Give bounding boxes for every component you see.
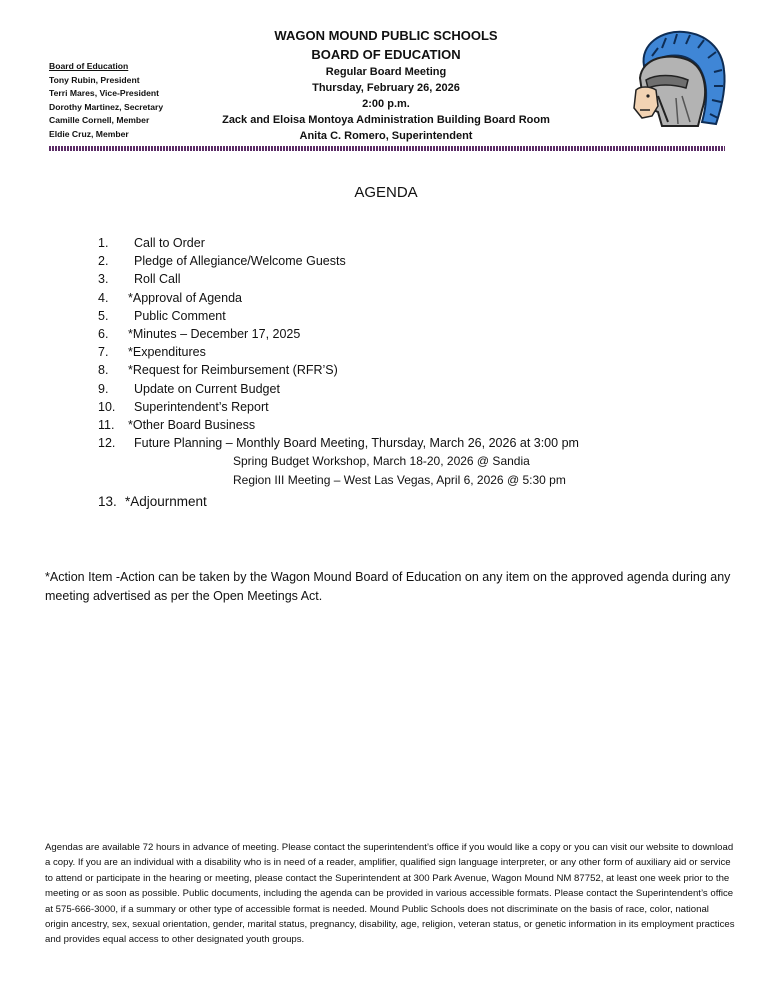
meeting-type: Regular Board Meeting [325,66,447,78]
document-header [170,26,602,144]
trojan-helmet-icon [622,26,728,136]
board-member: Dorothy Martinez, Secretary [49,101,164,112]
superintendent: Anita C. Romero, Superintendent [299,130,473,142]
board-member: Eldie Cruz, Member [49,128,129,139]
meeting-time: 2:00 p.m. [362,98,410,110]
header-divider [49,146,725,151]
board-name: BOARD OF EDUCATION [311,47,461,62]
meeting-date: Thursday, February 26, 2026 [312,82,460,94]
accessibility-footer: Agendas are available 72 hours in advance of meeting. Please contact the superintendent’s office if you would like a copy or you can visit our website to download a copy. If you are an individual with a disability who is in need of a reader, amplifier, qualified sign language interpreter, or any other form of auxiliary aid or service to attend or participate in the hearing or meeting, please contact the Superintendent at 300 Park Avenue, Wagon Mound NM 87752, at least one week prior to the meeting or as soon as possible. Public documents, including the agenda can be provided in various accessible formats. Please contact the Superintendent’s office at 575-666-3000, if a summary or other type of accessible format is needed. Mound Public Schools does not discriminate on the basis of race, color, national origin ancestry, sex, sexual orientation, gender, marital status, pregnancy, disability, age, religion, veteran status, or genetic information in its employment practices and provides equal access to other designated youth groups. [45,842,735,946]
org-name: WAGON MOUND PUBLIC SCHOOLS [274,28,498,43]
board-heading: Board of Education [49,61,129,71]
board-member: Tony Rubin, President [49,74,140,85]
board-member: Camille Cornell, Member [49,115,150,125]
action-item-note: *Action Item -Action can be taken by the Wagon Mound Board of Education on any item on the approved agenda during any meeting advertised as per the Open Meetings Act. [45,570,731,603]
agenda-title: AGENDA [354,184,418,201]
board-member: Terri Mares, Vice-President [49,88,160,98]
board-members [49,60,163,141]
meeting-location: Zack and Eloisa Montoya Administration Building Board Room [222,114,550,126]
